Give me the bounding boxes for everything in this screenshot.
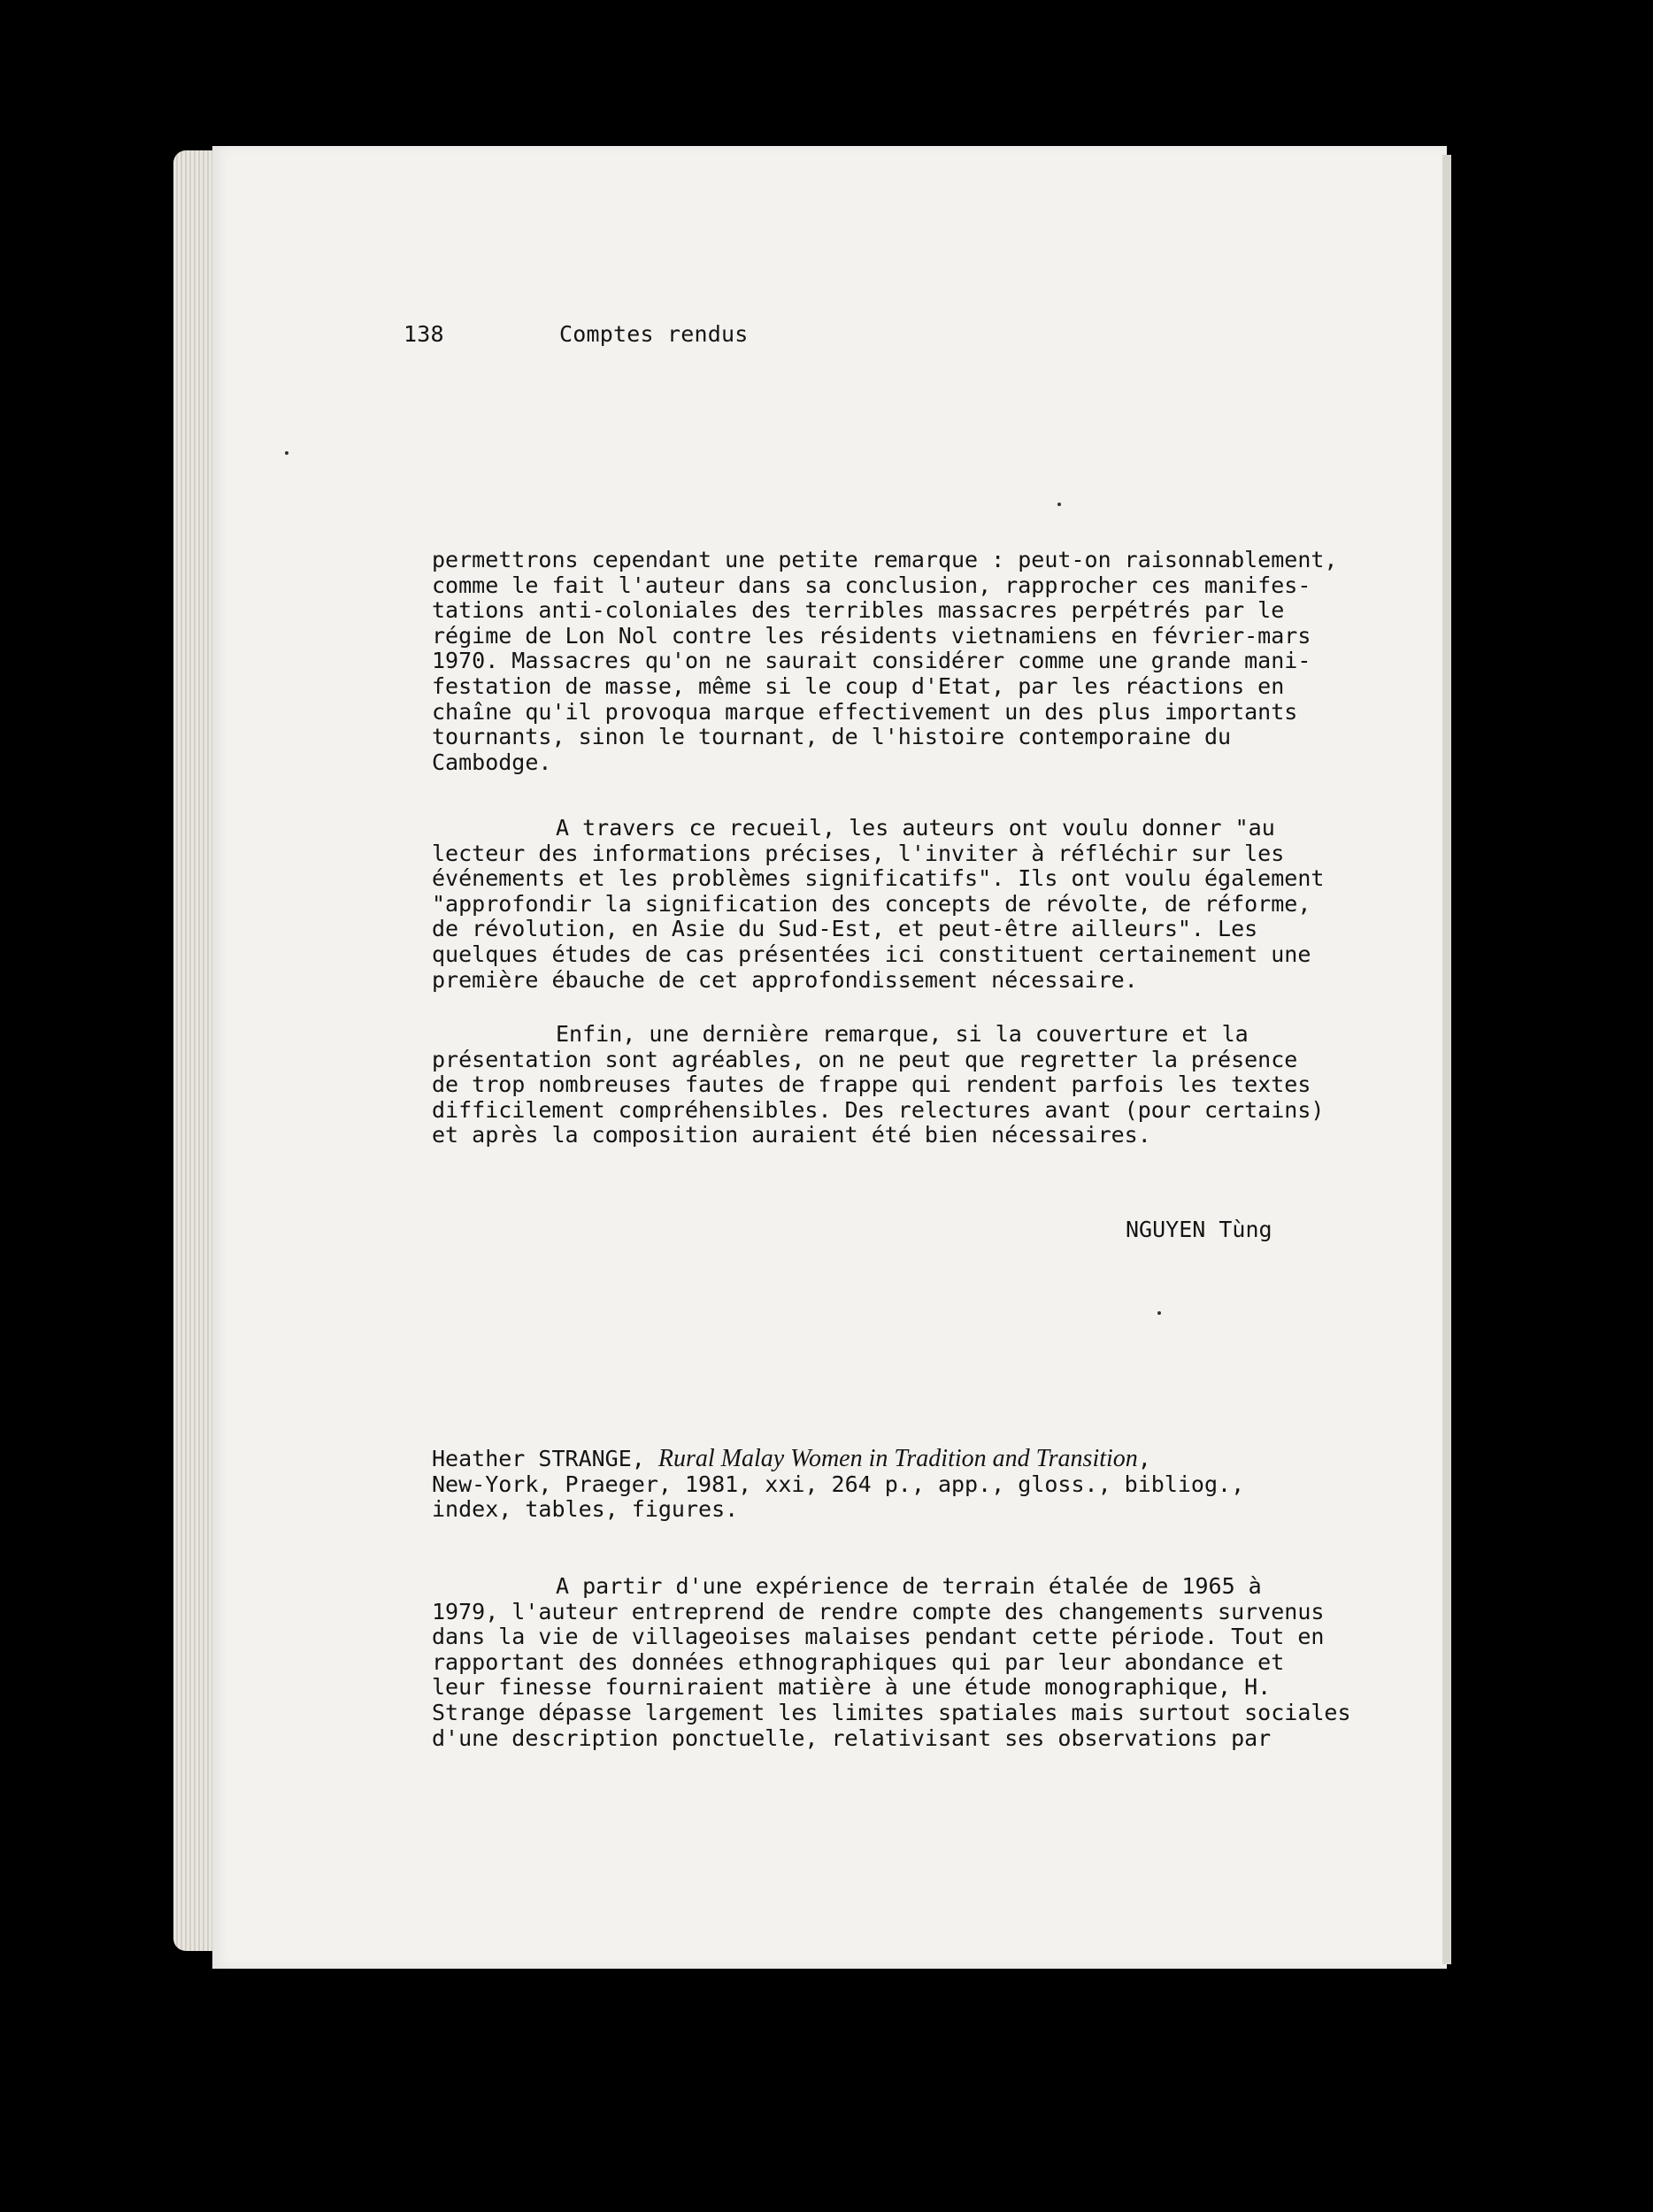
page-right-edge (1442, 155, 1451, 1964)
running-header (404, 321, 749, 347)
reference-title: Rural Malay Women in Tradition and Transition (657, 1445, 1138, 1472)
text-line: quelques études de cas présentées ici constituent certainement une (432, 941, 1311, 967)
text-line: Strange dépasse largement les limites spatiales mais surtout sociales (432, 1699, 1351, 1725)
review-text-2 (432, 816, 1324, 993)
text-line: difficilement compréhensibles. Des relectures avant (pour certains) (432, 1096, 1325, 1123)
text-line: 1970. Massacres qu'on ne saurait considérer comme une grande mani- (432, 648, 1311, 674)
reference-line-1 (432, 1447, 1244, 1472)
paragraph-first-line: A travers ce recueil, les auteurs ont voulu donner "au (556, 815, 1275, 841)
text-line: tations anti-coloniales des terribles massacres perpétrés par le (432, 597, 1285, 624)
text-line: régime de Lon Nol contre les résidents vietnamiens en février-mars (432, 622, 1311, 649)
paragraph-first-line: Enfin, une dernière remarque, si la couverture et la (556, 1021, 1249, 1047)
text-line: tournants, sinon le tournant, de l'histoire contemporaine du (432, 724, 1232, 750)
text-line: "approfondir la signification des concepts de révolte, de réforme, (432, 890, 1311, 917)
ink-speck (1057, 503, 1061, 506)
text-line: Cambodge. (432, 749, 552, 775)
ink-speck (1157, 1311, 1161, 1315)
reviewer-signature: NGUYEN Tùng (1126, 1217, 1272, 1242)
page-number: 138 (404, 321, 444, 347)
review-text-4 (432, 1574, 1351, 1751)
text-line: présentation sont agréables, on ne peut que regretter la présence (432, 1046, 1298, 1072)
text-line: permettrons cependant une petite remarque : peut-on raisonnablement, (432, 547, 1338, 572)
text-line: 1979, l'auteur entreprend de rendre compte des changements survenus (432, 1598, 1325, 1624)
text-line: événements et les problèmes significatifs". Ils ont voulu également (432, 865, 1325, 892)
text-line: leur finesse fourniraient matière à une étude monographique, H. (432, 1674, 1272, 1701)
running-title: Comptes rendus (559, 321, 749, 347)
text-line: première ébauche de cet approfondissement nécessaire. (432, 966, 1138, 993)
text-line: de trop nombreuses fautes de frappe qui rendent parfois les textes (432, 1071, 1311, 1098)
review-text-1 (432, 548, 1338, 775)
text-line: chaîne qu'il provoqua marque effectivement un des plus importants (432, 698, 1298, 725)
text-line: rapportant des données ethnographiques qui par leur abondance et (432, 1648, 1285, 1675)
text-line: de révolution, en Asie du Sud-Est, et peut-être ailleurs". Les (432, 916, 1258, 942)
ink-speck (285, 451, 288, 455)
text-line: et après la composition auraient été bien nécessaires. (432, 1122, 1151, 1148)
reference-comma: , (1137, 1446, 1151, 1471)
book-reference (432, 1447, 1244, 1523)
book-page (212, 146, 1447, 1969)
reference-line-3: index, tables, figures. (432, 1496, 739, 1523)
text-line: comme le fait l'auteur dans sa conclusion, rapprocher ces manifes- (432, 572, 1311, 598)
review-text-3 (432, 1022, 1324, 1148)
reference-author: Heather STRANGE, (432, 1446, 658, 1471)
reference-line-2: New-York, Praeger, 1981, xxi, 264 p., app., gloss., bibliog., (432, 1471, 1245, 1497)
text-line: d'une description ponctuelle, relativisant ses observations par (432, 1724, 1272, 1751)
text-line: lecteur des informations précises, l'inviter à réfléchir sur les (432, 840, 1285, 866)
text-line: dans la vie de villageoises malaises pendant cette période. Tout en (432, 1624, 1325, 1650)
paragraph-first-line: A partir d'une expérience de terrain étalée de 1965 à (556, 1573, 1262, 1599)
text-line: festation de masse, même si le coup d'Etat, par les réactions en (432, 672, 1285, 699)
